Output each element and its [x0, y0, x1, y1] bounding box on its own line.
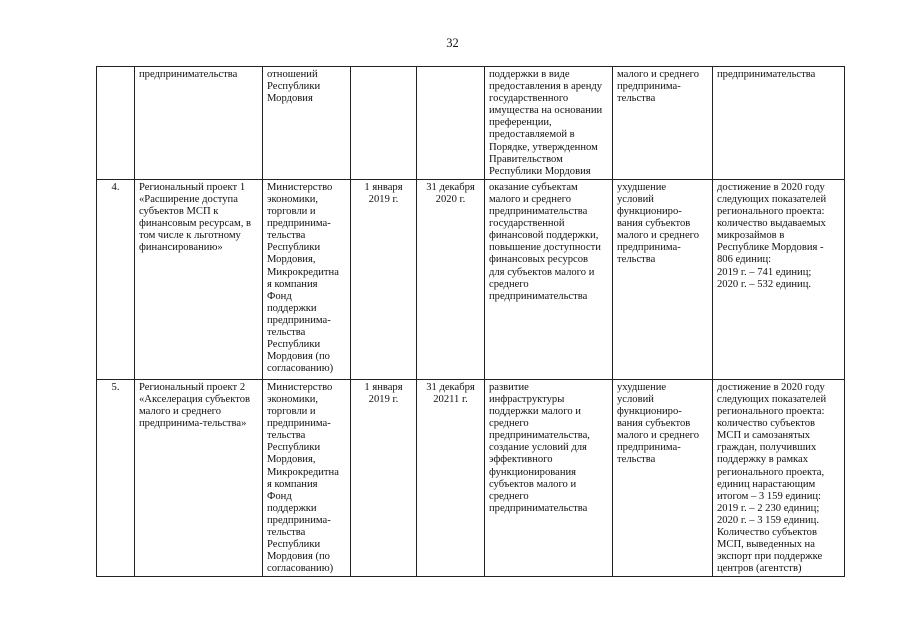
cell-end-date: 31 декабря 2020 г. — [417, 179, 485, 379]
cell-start-date — [351, 67, 417, 180]
cell-measure-name: Региональный проект 1 «Расширение доступа субъектов МСП к финансовым ресурсам, в том числе к льготному финансированию» — [135, 179, 263, 379]
cell-executor: Министерство экономики, торговли и предпринима- тельства Республики Мордовия, Микрокредитна я компания Фонд поддержки предпринима- тельства Республики Мордовия (по согласованию) — [263, 179, 351, 379]
cell-start-date: 1 января 2019 г. — [351, 379, 417, 577]
cell-indicators: предпринимательства — [713, 67, 845, 180]
cell-number: 5. — [97, 379, 135, 577]
cell-expected-result: поддержки в виде предоставления в аренду государственного имущества на основании преференции, предоставляемой в Порядке, утвержденном Правительством Республики Мордовия — [485, 67, 613, 180]
cell-expected-result: развитие инфраструктуры поддержки малого и среднего предпринимательства, создание условий для эффективного функционирования субъектов малого и среднего предпринимательства — [485, 379, 613, 577]
cell-executor: отношений Республики Мордовия — [263, 67, 351, 180]
cell-consequences: малого и среднего предпринима- тельства — [613, 67, 713, 180]
page-number: 32 — [446, 36, 459, 50]
cell-number: 4. — [97, 179, 135, 379]
cell-consequences: ухудшение условий функциониро- вания субъектов малого и среднего предпринима- тельства — [613, 379, 713, 577]
cell-executor: Министерство экономики, торговли и предпринима- тельства Республики Мордовия, Микрокредитна я компания Фонд поддержки предпринима- тельства Республики Мордовия (по согласованию) — [263, 379, 351, 577]
table-row — [97, 379, 845, 577]
cell-end-date: 31 декабря 20211 г. — [417, 379, 485, 577]
cell-indicators: достижение в 2020 году следующих показателей регионального проекта: количество субъектов МСП и самозанятых граждан, получивших поддержку в рамках регионального проекта, единиц нарастающим итогом – 3 159 единиц: 2019 г. – 2 230 единиц; 2020 г. – 3 159 единиц. Количество субъектов МСП, выведенных на экспорт при поддержке центров (агентств) — [713, 379, 845, 577]
cell-expected-result: оказание субъектам малого и среднего предпринимательства государственной финансовой поддержки, повышение доступности финансовых ресурсов для субъектов малого и среднего предпринимательства — [485, 179, 613, 379]
cell-start-date: 1 января 2019 г. — [351, 179, 417, 379]
cell-measure-name: предпринимательства — [135, 67, 263, 180]
cell-measure-name: Региональный проект 2 «Акселерация субъектов малого и среднего предпринима-тельства» — [135, 379, 263, 577]
table-row — [97, 67, 845, 180]
cell-consequences: ухудшение условий функциониро- вания субъектов малого и среднего предпринима- тельства — [613, 179, 713, 379]
table-row — [97, 179, 845, 379]
cell-indicators: достижение в 2020 году следующих показателей регионального проекта: количество выдаваемых микрозаймов в Республике Мордовия - 806 единиц: 2019 г. – 741 единиц; 2020 г. – 532 единиц. — [713, 179, 845, 379]
measures-table — [96, 66, 845, 577]
cell-number — [97, 67, 135, 180]
cell-end-date — [417, 67, 485, 180]
